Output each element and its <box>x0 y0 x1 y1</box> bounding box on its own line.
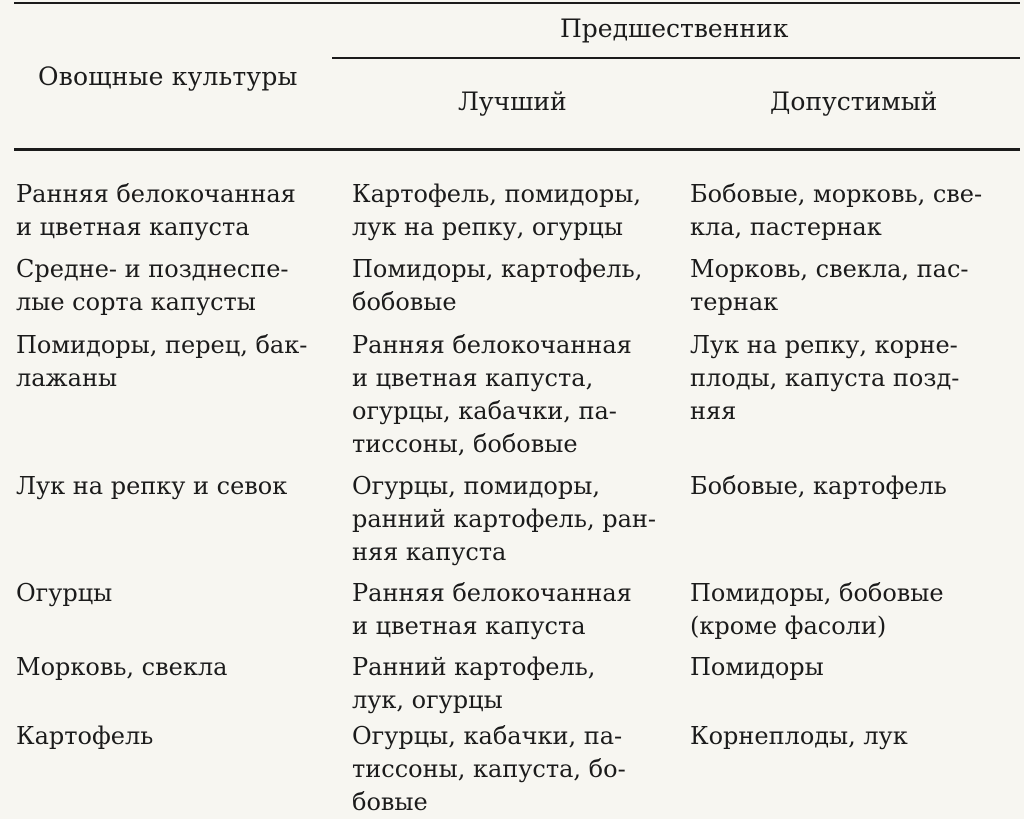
row-2-acceptable: Морковь, свекла, пас- тернак <box>690 255 969 316</box>
row-3-acceptable: Лук на репку, корне- плоды, капуста позд- няя <box>690 331 960 425</box>
row-3-best: Ранняя белокочанная и цветная капуста, огурцы, кабачки, па- тиссоны, бобовые <box>352 331 632 458</box>
row-6-crop: Морковь, свекла <box>16 653 228 681</box>
row-6-acceptable: Помидоры <box>690 653 824 681</box>
row-7-crop: Картофель <box>16 722 154 750</box>
row-1-crop: Ранняя белокочанная и цветная капуста <box>16 180 296 241</box>
header-predecessor: Предшественник <box>560 14 789 43</box>
row-1-acceptable: Бобовые, морковь, све- кла, пастернак <box>690 180 983 241</box>
header-rule <box>14 148 1020 151</box>
row-5-best: Ранняя белокочанная и цветная капуста <box>352 579 632 640</box>
header-crop: Овощные культуры <box>38 62 298 91</box>
header-subrule <box>332 57 1020 59</box>
header-best: Лучший <box>458 87 567 116</box>
row-1-best: Картофель, помидоры, лук на репку, огурцы <box>352 180 641 241</box>
row-3-crop: Помидоры, перец, бак- лажаны <box>16 331 308 392</box>
row-5-crop: Огурцы <box>16 579 113 607</box>
row-7-best: Огурцы, кабачки, па- тиссоны, капуста, бо- бовые <box>352 722 626 816</box>
row-2-best: Помидоры, картофель, бобовые <box>352 255 643 316</box>
row-4-crop: Лук на репку и севок <box>16 472 288 500</box>
row-4-acceptable: Бобовые, картофель <box>690 472 947 500</box>
header-acceptable: Допустимый <box>770 87 938 116</box>
row-7-acceptable: Корнеплоды, лук <box>690 722 908 750</box>
row-2-crop: Средне- и позднеспе- лые сорта капусты <box>16 255 289 316</box>
row-5-acceptable: Помидоры, бобовые (кроме фасоли) <box>690 579 944 640</box>
row-4-best: Огурцы, помидоры, ранний картофель, ран- няя капуста <box>352 472 657 566</box>
row-6-best: Ранний картофель, лук, огурцы <box>352 653 596 714</box>
top-rule <box>14 2 1020 4</box>
